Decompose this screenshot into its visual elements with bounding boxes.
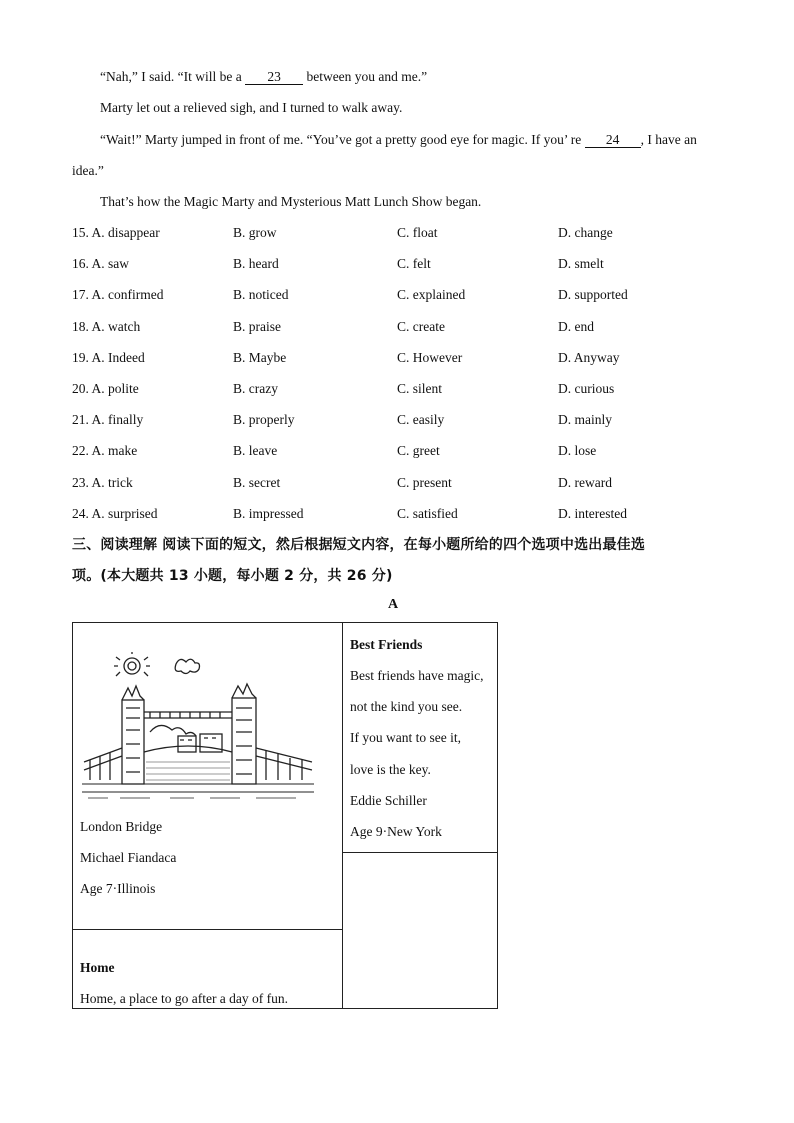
question-option-b: B. praise xyxy=(233,319,281,334)
question-option-b: B. grow xyxy=(233,225,277,240)
passage-line-4: idea.” xyxy=(72,163,104,178)
question-option-b: B. heard xyxy=(233,256,279,271)
passage-line-5: That’s how the Magic Marty and Mysterious Matt Lunch Show began. xyxy=(100,194,482,209)
question-option-c: C. easily xyxy=(397,412,445,427)
question-option-c: C. explained xyxy=(397,287,466,302)
question-option-d: D. end xyxy=(558,319,594,334)
drawing-caption-title: London Bridge xyxy=(80,819,163,834)
question-option-d: D. smelt xyxy=(558,256,604,271)
drawing-caption-age: Age 7·Illinois xyxy=(80,881,156,896)
question-option-a: 17. A. confirmed xyxy=(72,287,164,302)
passage-line-1 xyxy=(100,68,427,86)
passage-text: , I have an xyxy=(640,132,697,147)
passage-line-3 xyxy=(100,131,697,149)
question-option-a: 15. A. disappear xyxy=(72,225,160,240)
question-option-a: 21. A. finally xyxy=(72,412,144,427)
question-option-d: D. curious xyxy=(558,381,615,396)
blank-24: 24 xyxy=(585,132,641,148)
blank-23: 23 xyxy=(245,69,303,85)
question-option-c: C. greet xyxy=(397,443,440,458)
question-option-b: B. leave xyxy=(233,443,278,458)
passage-text: “Wait!” Marty jumped in front of me. “You’ve got a pretty good eye for magic. If you’ re xyxy=(100,132,585,147)
section-heading-line-2: 项。(本大题共 13 小题，每小题 2 分，共 26 分) xyxy=(72,568,393,584)
question-option-d: D. mainly xyxy=(558,412,612,427)
question-option-a: 22. A. make xyxy=(72,443,138,458)
question-option-d: D. reward xyxy=(558,475,612,490)
passage-line-2: Marty let out a relieved sigh, and I turned to walk away. xyxy=(100,100,403,115)
question-option-d: D. change xyxy=(558,225,613,240)
question-option-b: B. crazy xyxy=(233,381,278,396)
question-option-b: B. secret xyxy=(233,475,281,490)
question-option-a: 20. A. polite xyxy=(72,381,139,396)
question-option-a: 16. A. saw xyxy=(72,256,129,271)
question-option-a: 18. A. watch xyxy=(72,319,141,334)
question-option-c: C. satisfied xyxy=(397,506,458,521)
poem-author-age: Age 9·New York xyxy=(350,824,442,839)
section-heading-line-1: 三、阅读理解 阅读下面的短文，然后根据短文内容，在每小题所给的四个选项中选出最佳选 xyxy=(72,537,646,553)
question-option-c: C. silent xyxy=(397,381,443,396)
poem-title-home: Home xyxy=(80,960,115,975)
question-option-d: D. Anyway xyxy=(558,350,620,365)
right-empty-cell xyxy=(342,852,498,1009)
part-label: A xyxy=(388,597,399,612)
poem-line: Best friends have magic, xyxy=(350,668,484,683)
question-option-b: B. Maybe xyxy=(233,350,287,365)
poem-line: Home, a place to go after a day of fun. xyxy=(80,991,289,1006)
poem-line: If you want to see it, xyxy=(350,730,461,745)
london-bridge-drawing xyxy=(80,652,316,804)
question-option-d: D. interested xyxy=(558,506,627,521)
drawing-caption-author: Michael Fiandaca xyxy=(80,850,177,865)
question-option-a: 19. A. Indeed xyxy=(72,350,145,365)
question-option-c: C. float xyxy=(397,225,438,240)
poem-author: Eddie Schiller xyxy=(350,793,427,808)
question-option-c: C. However xyxy=(397,350,463,365)
question-option-c: C. create xyxy=(397,319,445,334)
question-option-d: D. supported xyxy=(558,287,628,302)
poem-line: not the kind you see. xyxy=(350,699,463,714)
question-option-c: C. felt xyxy=(397,256,431,271)
question-option-b: B. noticed xyxy=(233,287,289,302)
question-option-b: B. properly xyxy=(233,412,295,427)
passage-text: between you and me.” xyxy=(303,69,428,84)
poem-title-best-friends: Best Friends xyxy=(350,637,423,652)
question-option-a: 23. A. trick xyxy=(72,475,133,490)
question-option-c: C. present xyxy=(397,475,452,490)
passage-text: “Nah,” I said. “It will be a xyxy=(100,69,246,84)
question-option-a: 24. A. surprised xyxy=(72,506,158,521)
poem-line: love is the key. xyxy=(350,762,431,777)
question-option-b: B. impressed xyxy=(233,506,304,521)
question-option-d: D. lose xyxy=(558,443,597,458)
